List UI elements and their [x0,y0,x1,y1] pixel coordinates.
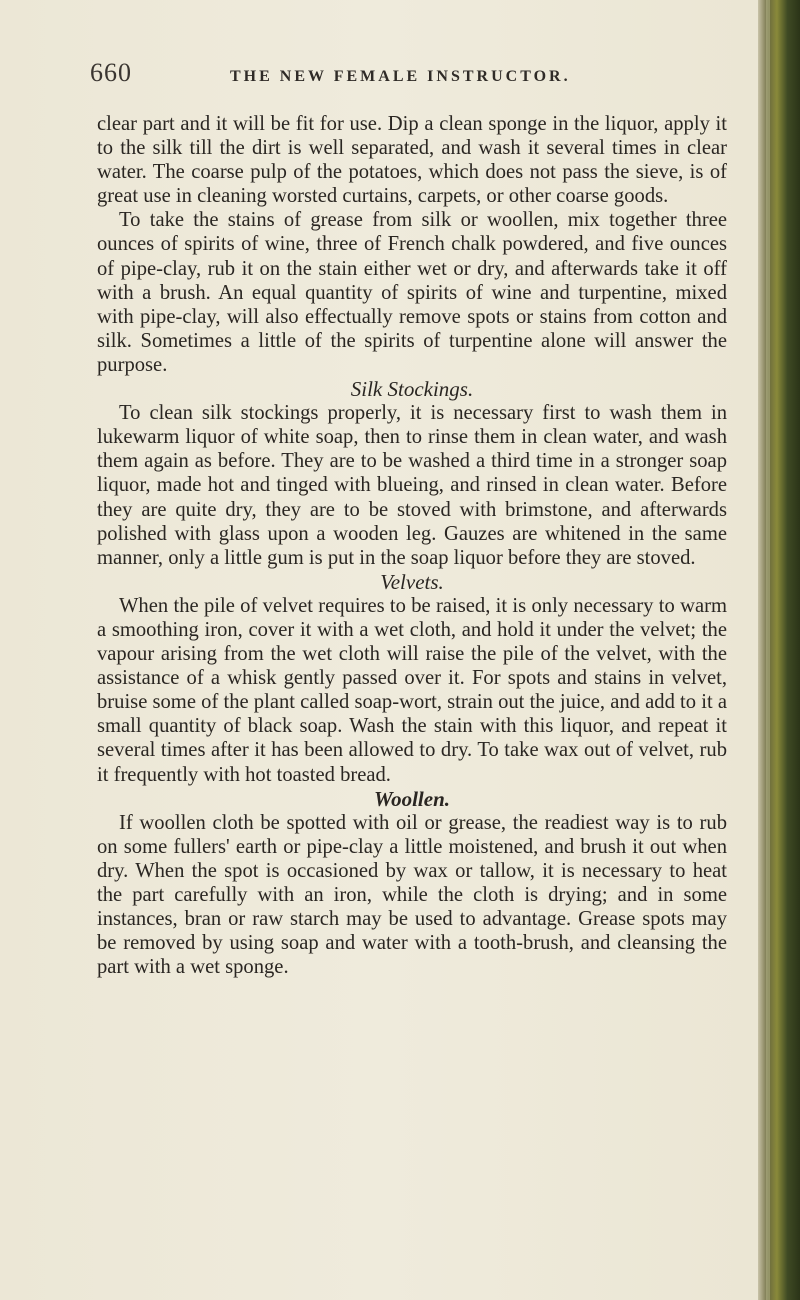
body-text [97,112,727,979]
paragraph-continuation: clear part and it will be fit for use. Dip a clean sponge in the liquor, apply it to the silk till the dirt is well separated, and wash it several times in clear water. The coarse pulp of the potatoes, which does not pass the sieve, is of great use in cleaning worsted curtains, carpets, or other coarse goods. [97,113,727,208]
paragraph-velvets: When the pile of velvet requires to be raised, it is only necessary to warm a smoothing iron, cover it with a wet cloth, and hold it under the velvet; the vapour arising from the wet cloth will raise the pile of the velvet, with the assistance of a whisk gently passed over it. For spots and stains in velvet, bruise some of the plant called soap-wort, strain out the juice, and add to it a small quantity of black soap. Wash the stain with this liquor, and repeat it several times after it has been allowed to dry. To take wax out of velvet, rub it frequently with hot toasted bread. [97,594,727,786]
book-binding-edge [758,0,800,1300]
paragraph-grease-stains: To take the stains of grease from silk or woollen, mix together three ounces of spirits of wine, three of French chalk powdered, and five ounces of pipe-clay, rub it on the stain either wet or dry, and afterwards take it off with a brush. An equal quantity of spirits of wine and turpentine, mixed with pipe-clay, will also effectually remove spots or stains from cotton and silk. Sometimes a little of the spirits of turpentine alone will answer the purpose. [97,209,727,376]
paragraph-woollen: If woollen cloth be spotted with oil or grease, the readiest way is to rub on some fullers' earth or pipe-clay a little moistened, and brush it out when dry. When the spot is occasioned by wax or tallow, it is necessary to heat the part carefully with an iron, while the cloth is drying; and in some instances, bran or raw starch may be used to advantage. Grease spots may be removed by using soap and water with a tooth-brush, and cleansing the part with a wet sponge. [97,811,727,979]
paragraph-silk-stockings: To clean silk stockings properly, it is necessary first to wash them in lukewarm liquor of white soap, then to rinse them in clean water, and wash them again as before. They are to be washed a third time in a stronger soap liquor, made hot and tinged with blueing, and rinsed in clean water. Before they are quite dry, they are to be stoved with brimstone, and afterwards polished with glass upon a wooden leg. Gauzes are whitened in the same manner, only a little gum is put in the soap liquor before they are stoved. [97,402,727,569]
section-heading-velvets: Velvets. [380,569,444,594]
section-heading-silk-stockings: Silk Stockings. [350,377,474,402]
page-number: 660 [90,58,132,87]
running-head [90,54,730,94]
section-heading-woollen: Woollen. [373,786,451,811]
running-title: THE NEW FEMALE INSTRUCTOR. [230,68,571,85]
